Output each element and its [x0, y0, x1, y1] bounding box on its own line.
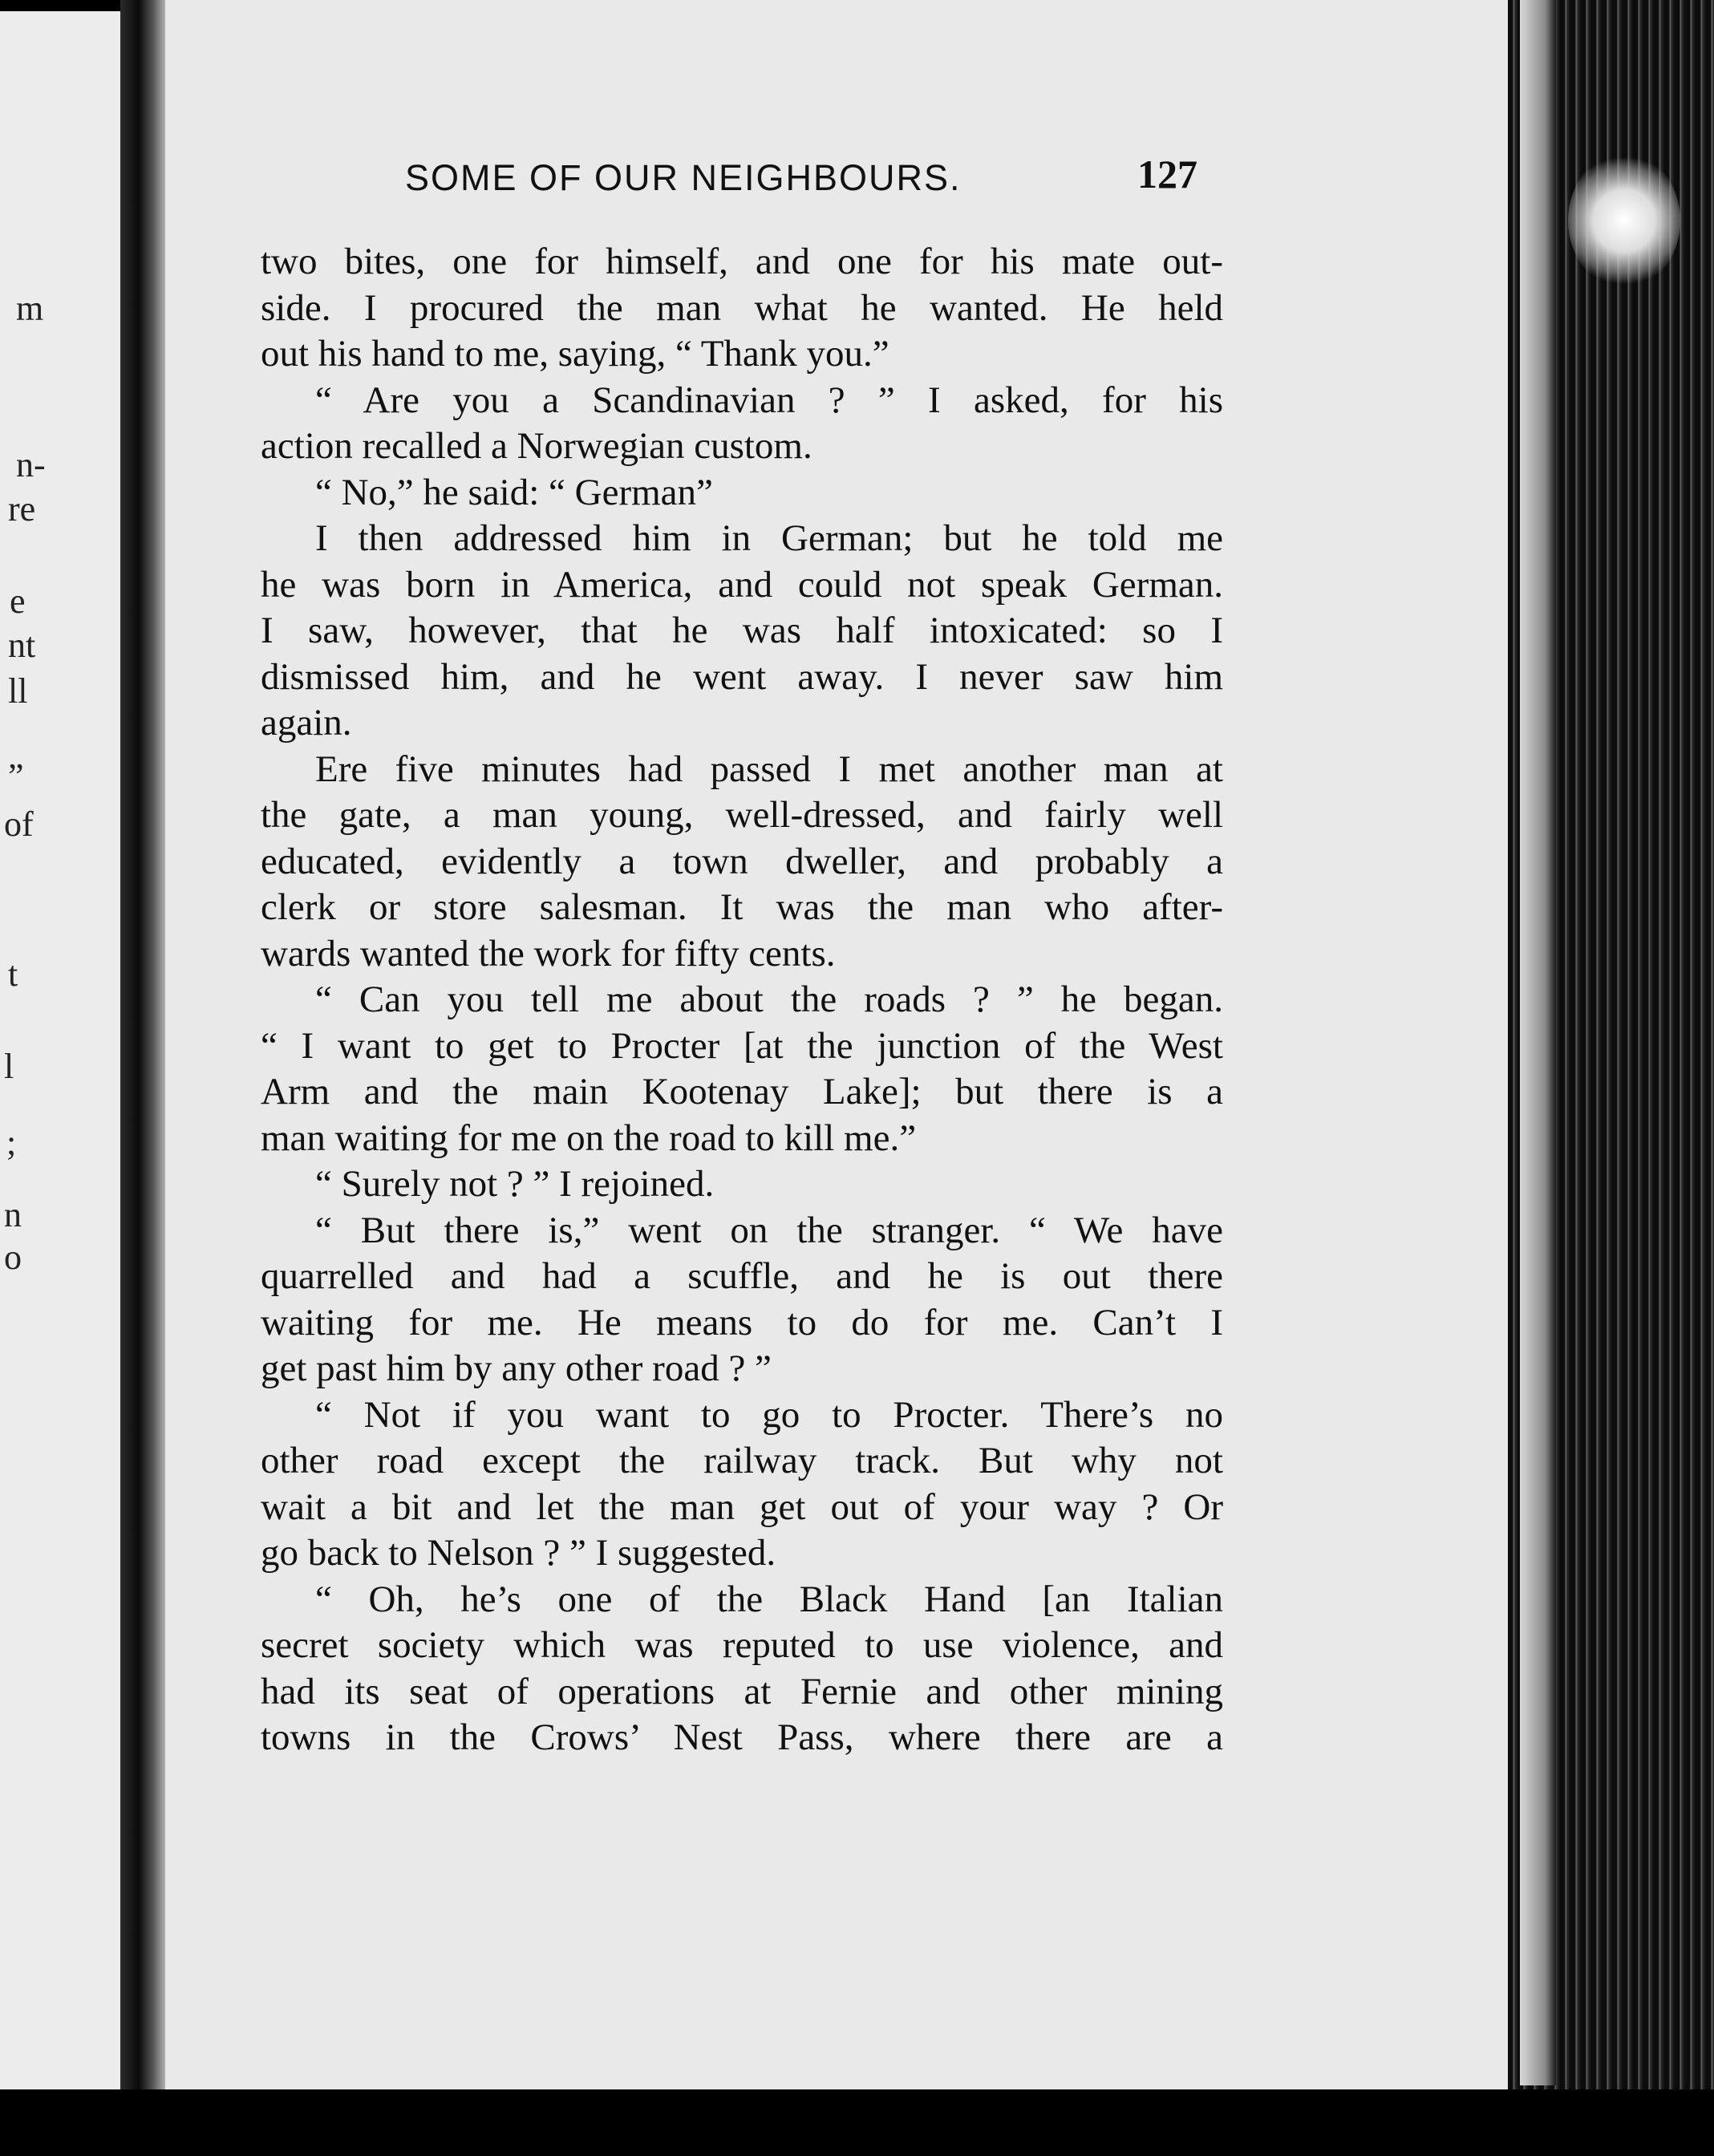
- text-line: educated, evidently a town dweller, and probably a: [261, 840, 1223, 882]
- bottom-shadow: [0, 2089, 1714, 2156]
- text-line: “ Oh, he’s one of the Black Hand [an Italian: [315, 1578, 1223, 1620]
- text-line: waiting for me. He means to do for me. Can’t I: [261, 1301, 1223, 1343]
- facing-page-fragment: n-: [16, 445, 46, 484]
- text-line: dismissed him, and he went away. I never saw him: [261, 655, 1223, 698]
- facing-page-fragment: ll: [8, 671, 28, 711]
- text-line: out his hand to me, saying, “ Thank you.”: [261, 333, 889, 375]
- text-line: secret society which was reputed to use violence, and: [261, 1624, 1223, 1666]
- page-number: 127: [1137, 152, 1197, 197]
- text-line: towns in the Crows’ Nest Pass, where there are a: [261, 1716, 1223, 1758]
- text-line: “ Not if you want to go to Procter. There’s no: [315, 1393, 1223, 1436]
- text-line: other road except the railway track. But why not: [261, 1440, 1223, 1481]
- text-line: wait a bit and let the man get out of your way ? Or: [261, 1485, 1223, 1528]
- body-text: [261, 239, 1223, 1761]
- text-line: “ But there is,” went on the stranger. “ We have: [315, 1209, 1223, 1251]
- facing-page-fragment: l: [4, 1047, 14, 1086]
- text-line: “ I want to get to Procter [at the junction of the West: [261, 1024, 1223, 1067]
- page-edge-highlight: [1520, 0, 1556, 2085]
- text-line: “ Can you tell me about the roads ? ” he began.: [315, 979, 1223, 1020]
- text-line: side. I procured the man what he wanted. He held: [261, 286, 1223, 329]
- facing-page-fragment: re: [8, 489, 36, 529]
- text-line: quarrelled and had a scuffle, and he is out there: [261, 1255, 1223, 1297]
- facing-page-fragment: o: [4, 1238, 22, 1277]
- text-line: “ No,” he said: “ German”: [315, 471, 713, 513]
- facing-page-fragment: e: [10, 582, 26, 621]
- text-line: clerk or store salesman. It was the man who after-: [261, 886, 1223, 928]
- text-line: “ Are you a Scandinavian ? ” I asked, for his: [315, 379, 1223, 421]
- text-line: I saw, however, that he was half intoxicated: so I: [261, 610, 1223, 651]
- facing-page-fragment: n: [4, 1195, 22, 1234]
- facing-page-fragment: t: [8, 954, 18, 994]
- text-line: wards wanted the work for fifty cents.: [261, 932, 836, 975]
- facing-page-fragment: ”: [8, 756, 24, 796]
- text-line: man waiting for me on the road to kill me.”: [261, 1116, 917, 1159]
- text-line: again.: [261, 702, 352, 744]
- text-line: the gate, a man young, well-dressed, and fairly well: [261, 794, 1223, 836]
- text-line: had its seat of operations at Fernie and other mining: [261, 1670, 1223, 1712]
- text-line: Arm and the main Kootenay Lake]; but there is a: [261, 1071, 1223, 1112]
- text-line: “ Surely not ? ” I rejoined.: [315, 1163, 715, 1205]
- paper-blemish: [1568, 152, 1680, 289]
- facing-page-fragment: m: [16, 289, 44, 328]
- text-line: action recalled a Norwegian custom.: [261, 425, 812, 467]
- text-line: Ere five minutes had passed I met another man at: [315, 748, 1223, 790]
- book-gutter: [120, 0, 167, 2156]
- facing-page-fragment: ;: [6, 1123, 17, 1162]
- text-line: two bites, one for himself, and one for his mate out-: [261, 241, 1223, 282]
- text-line: he was born in America, and could not speak German.: [261, 563, 1223, 606]
- facing-page-fragment: of: [4, 804, 34, 844]
- facing-page: [0, 11, 120, 2097]
- running-head: SOME OF OUR NEIGHBOURS.: [405, 157, 962, 198]
- text-line: go back to Nelson ? ” I suggested.: [261, 1532, 776, 1574]
- facing-page-fragment: nt: [8, 626, 36, 665]
- text-line: I then addressed him in German; but he told me: [315, 517, 1223, 559]
- text-line: get past him by any other road ? ”: [261, 1348, 772, 1389]
